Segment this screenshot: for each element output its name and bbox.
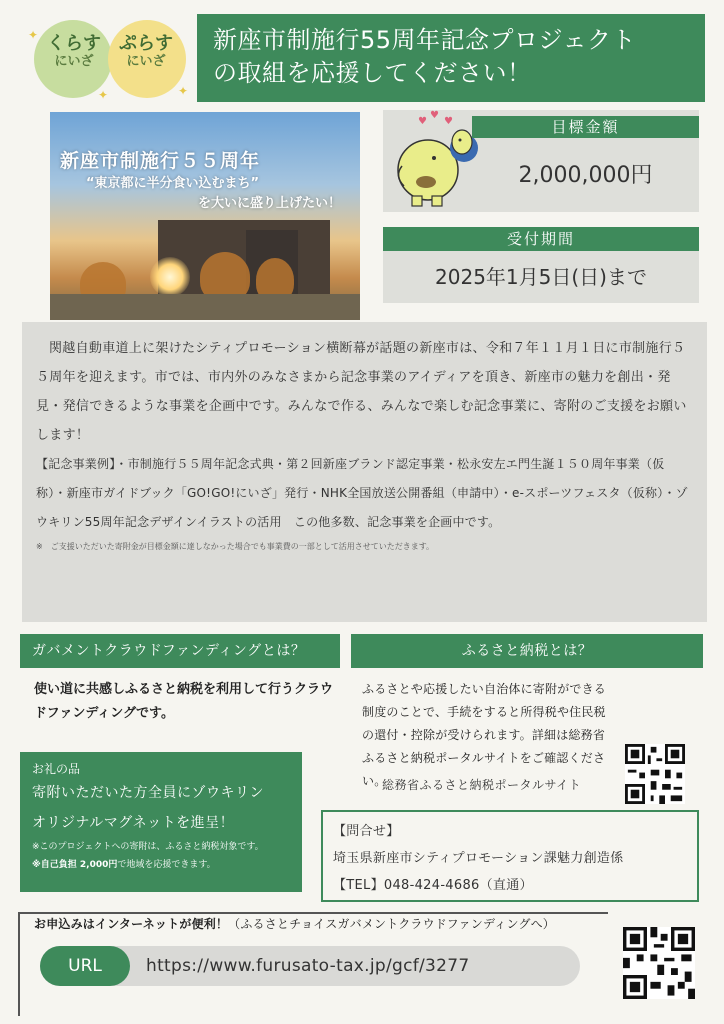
furusato-description: ふるさとや応援したい自治体に寄附ができる制度のことで、手続をすると所得税や住民税の還付・控除が受けられます。詳細は総務省ふるさと納税ポータルサイトをご確認ください。 (362, 682, 607, 788)
photo-subtitle-2: を大いに盛り上げたい！ (198, 196, 342, 211)
project-description (22, 322, 707, 622)
logo-left-big: くらす (47, 33, 101, 54)
url-label: URL (40, 946, 130, 986)
target-amount: 2,000,000円 (518, 163, 653, 188)
apply-rest: （ふるさとチョイスガバメントクラウドファンディングへ） (228, 917, 556, 931)
period-value: 2025年1月5日(日)まで (383, 251, 699, 303)
title-line-1: 新座市制施行55周年記念プロジェクト (213, 26, 637, 54)
gift-line-1: 寄附いただいた方全員にゾウキリン (32, 785, 264, 801)
sun-glow (150, 257, 190, 297)
logo-right-small: にいざ (126, 53, 166, 69)
furusato-heading: ふるさと納税とは？ (351, 634, 703, 668)
inquiry-phone: 【TEL】048-424-4686（直通） (333, 878, 533, 893)
gift-note-2 (32, 856, 290, 874)
funding-note: ※ ご支援いただいた寄附金が目標金額に達しなかった場合でも事業費の一部として活用させていただきます。 (36, 542, 435, 551)
logo-right-big: ぷらす (119, 33, 173, 54)
inquiry-department: 埼玉県新座市シティプロモーション課魅力創造係 (333, 851, 624, 866)
target-label: 目標金額 (472, 116, 699, 138)
svg-text:♥: ♥ (430, 110, 439, 121)
description-paragraph: 関越自動車道上に架けたシティプロモーション横断幕が話題の新座市は、令和７年１１月１日に市制施行５５周年を迎えます。市では、市内外のみなさまから記念事業のアイディアを頂き、新座市の魅力を創出・発見・発信できるような事業を企画中です。みんなで作る、みんなで楽しむ記念事業に、寄附のご支援をお願いします！ (36, 341, 687, 443)
gift-note-1: ※このプロジェクトへの寄附は、ふるさと納税対象です。 (32, 842, 264, 852)
inquiry-label: 【問合せ】 (333, 824, 400, 839)
gcf-description: 使い道に共感しふるさと納税を利用して行うクラウドファンディングです。 (34, 682, 334, 721)
logo-left-text (42, 34, 106, 70)
gift-label: お礼の品 (32, 762, 81, 776)
gift-note-2-rest: で地域を応援できます。 (117, 860, 216, 870)
qr-code-icon[interactable] (625, 744, 685, 804)
apply-text (34, 915, 555, 932)
apply-strong: お申込みはインターネットが便利！ (34, 917, 229, 931)
qr-code-icon[interactable] (623, 927, 695, 999)
svg-text:♥: ♥ (418, 116, 427, 127)
logo-right-text (114, 34, 178, 70)
gift-line-2: オリジナルマグネットを進呈！ (32, 815, 235, 831)
portal-site-label: 総務省ふるさと納税ポータルサイト (382, 778, 582, 792)
inquiry-panel (321, 810, 699, 902)
sparkle-icon: ✦ (98, 88, 109, 102)
gcf-heading: ガバメントクラウドファンディングとは？ (20, 634, 340, 668)
photo-subtitle-1: “東京都に半分食い込むまち” (86, 176, 260, 191)
city-logo (28, 18, 189, 102)
gift-panel (20, 752, 302, 892)
period-label: 受付期間 (383, 227, 699, 251)
logo-left-small: にいざ (54, 53, 94, 69)
sparkle-icon: ✦ (178, 84, 189, 98)
sparkle-icon: ✦ (28, 28, 39, 42)
page-title (197, 14, 705, 102)
title-line-2: の取組を応援してください！ (213, 59, 532, 88)
gift-note-2-strong: ※自己負担 2,000円 (32, 860, 118, 870)
url-link[interactable]: https://www.furusato-tax.jp/gcf/3277 (146, 956, 470, 976)
ground-shape (50, 294, 360, 320)
svg-text:♥: ♥ (444, 116, 453, 127)
city-hall-photo (50, 112, 360, 320)
event-examples: 【記念事業例】・市制施行５５周年記念式典・第２回新座ブランド認定事業・松永安左エ門生誕１５０周年事業（仮称）・新座市ガイドブック「GO!GO!にいざ」発行・NHK全国放送公開番組（申請中）・e-スポーツフェスタ（仮称）・ゾウキリン55周年記念デザインイラストの活用 この他多数、記念事業を企画中です。 (36, 457, 688, 529)
photo-title: 新座市制施行５５周年 (60, 150, 261, 172)
